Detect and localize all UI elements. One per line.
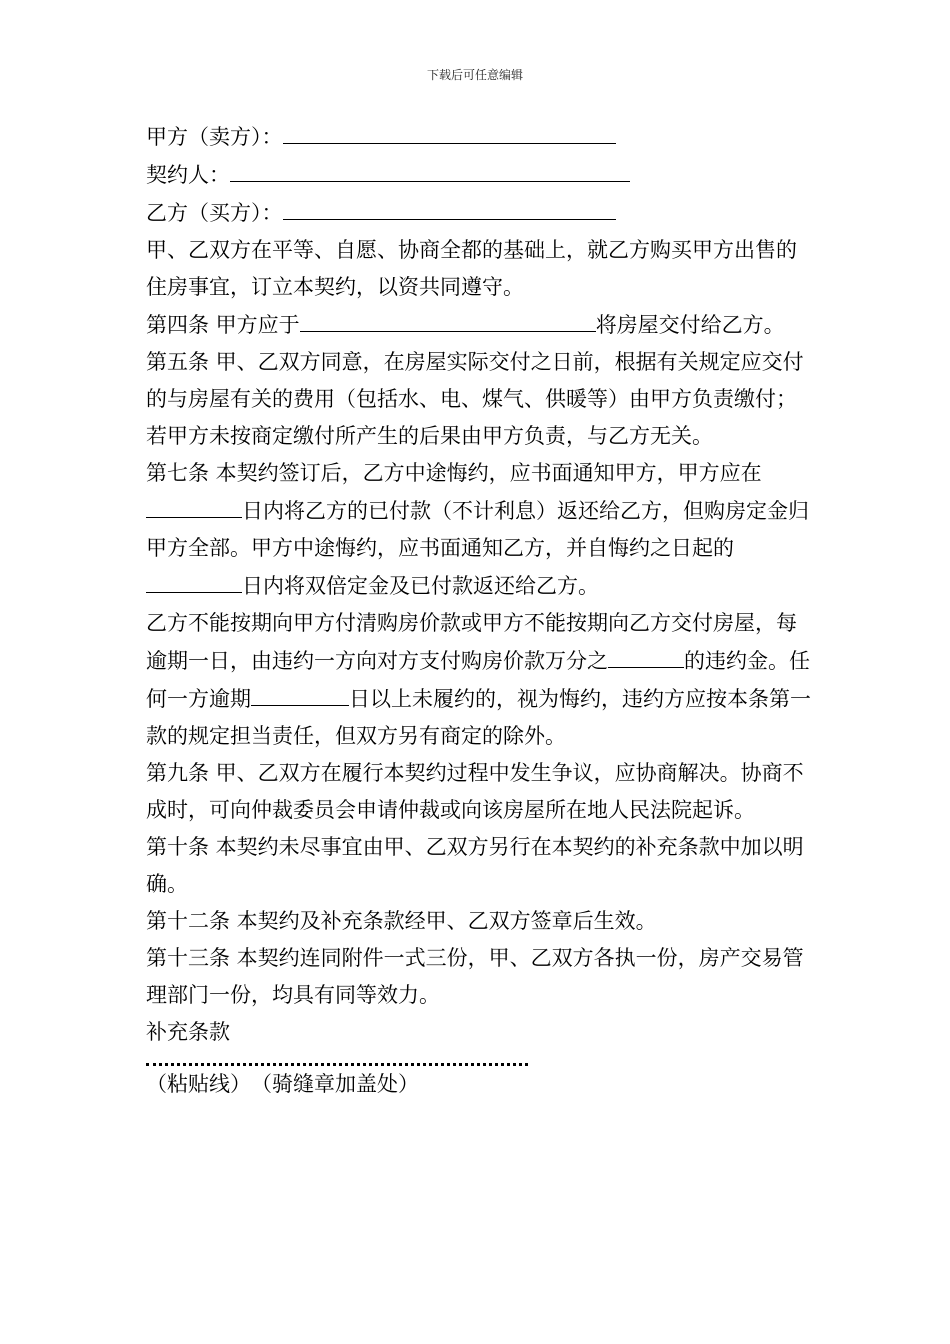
delivery-date-blank[interactable] xyxy=(300,306,596,332)
article-4-text-a: 第四条 甲方应于 xyxy=(146,313,300,337)
intro-paragraph: 甲、乙双方在平等、自愿、协商全都的基础上，就乙方购买甲方出售的住房事宜，订立本契约，以资共同遵守。 xyxy=(146,238,797,299)
article-10: 第十条 本契约未尽事宜由甲、乙双方另行在本契约的补充条款中加以明确。 xyxy=(146,835,804,896)
buyer-blank[interactable] xyxy=(283,194,616,220)
late-payment-clause xyxy=(146,605,816,755)
article-7-text-b: 日内将乙方的已付款（不计利息）返还给乙方，但购房定金归甲方全部。甲方中途悔约，应书面通知乙方，并自悔约之日起的 xyxy=(146,499,809,560)
article-5: 第五条 甲、乙双方同意，在房屋实际交付之日前，根据有关规定应交付的与房屋有关的费用（包括水、电、煤气、供暖等）由甲方负责缴付；若甲方未按商定缴付所产生的后果由甲方负责，与乙方无关。 xyxy=(146,350,804,448)
article-4 xyxy=(146,306,816,344)
seller-line xyxy=(146,118,816,156)
article-7-text-c: 日内将双倍定金及已付款返还给乙方。 xyxy=(242,574,599,598)
article-12: 第十二条 本契约及补充条款经甲、乙双方签章后生效。 xyxy=(146,909,657,933)
contract-body xyxy=(146,118,816,1103)
article-4-text-b: 将房屋交付给乙方。 xyxy=(595,313,785,337)
article-9: 第九条 甲、乙双方在履行本契约过程中发生争议，应协商解决。协商不成时，可向仲裁委员会申请仲裁或向该房屋所在地人民法院起诉。 xyxy=(146,761,804,822)
seller-label: 甲方（卖方）： xyxy=(146,125,283,149)
late-text-c: 日以上未履约的，视为悔约，违约方应按本条第一款的规定担当责任，但双方另有商定的除外。 xyxy=(146,687,811,748)
buyer-label: 乙方（买方）： xyxy=(146,201,283,225)
page-header: 下载后可任意编辑 xyxy=(426,68,523,82)
article-7 xyxy=(146,455,816,605)
late-text-b: 的违约金。任何一方逾期 xyxy=(146,649,810,711)
agent-label: 契约人： xyxy=(146,163,230,187)
supplement-heading: 补充条款 xyxy=(146,1020,230,1044)
article-13: 第十三条 本契约连同附件一式三份，甲、乙双方各执一份，房产交易管理部门一份，均具有同等效力。 xyxy=(146,946,804,1007)
paste-line-label: （粘贴线） （骑缝章加盖处） xyxy=(146,1072,419,1096)
refund-days-blank[interactable] xyxy=(146,492,242,518)
agent-line xyxy=(146,156,816,194)
buyer-line xyxy=(146,194,816,232)
late-text-a: 乙方不能按期向甲方付清购房价款或甲方不能按期向乙方交付房屋，每逾期一日，由违约一方向对方支付购房价款万分之 xyxy=(146,611,797,673)
seller-blank[interactable] xyxy=(283,118,616,144)
article-7-text-a: 第七条 本契约签订后，乙方中途悔约，应书面通知甲方，甲方应在 xyxy=(146,461,762,485)
agent-blank[interactable] xyxy=(230,156,630,182)
penalty-rate-blank[interactable] xyxy=(608,642,684,668)
double-refund-days-blank[interactable] xyxy=(146,567,242,593)
overdue-days-blank[interactable] xyxy=(251,680,349,706)
